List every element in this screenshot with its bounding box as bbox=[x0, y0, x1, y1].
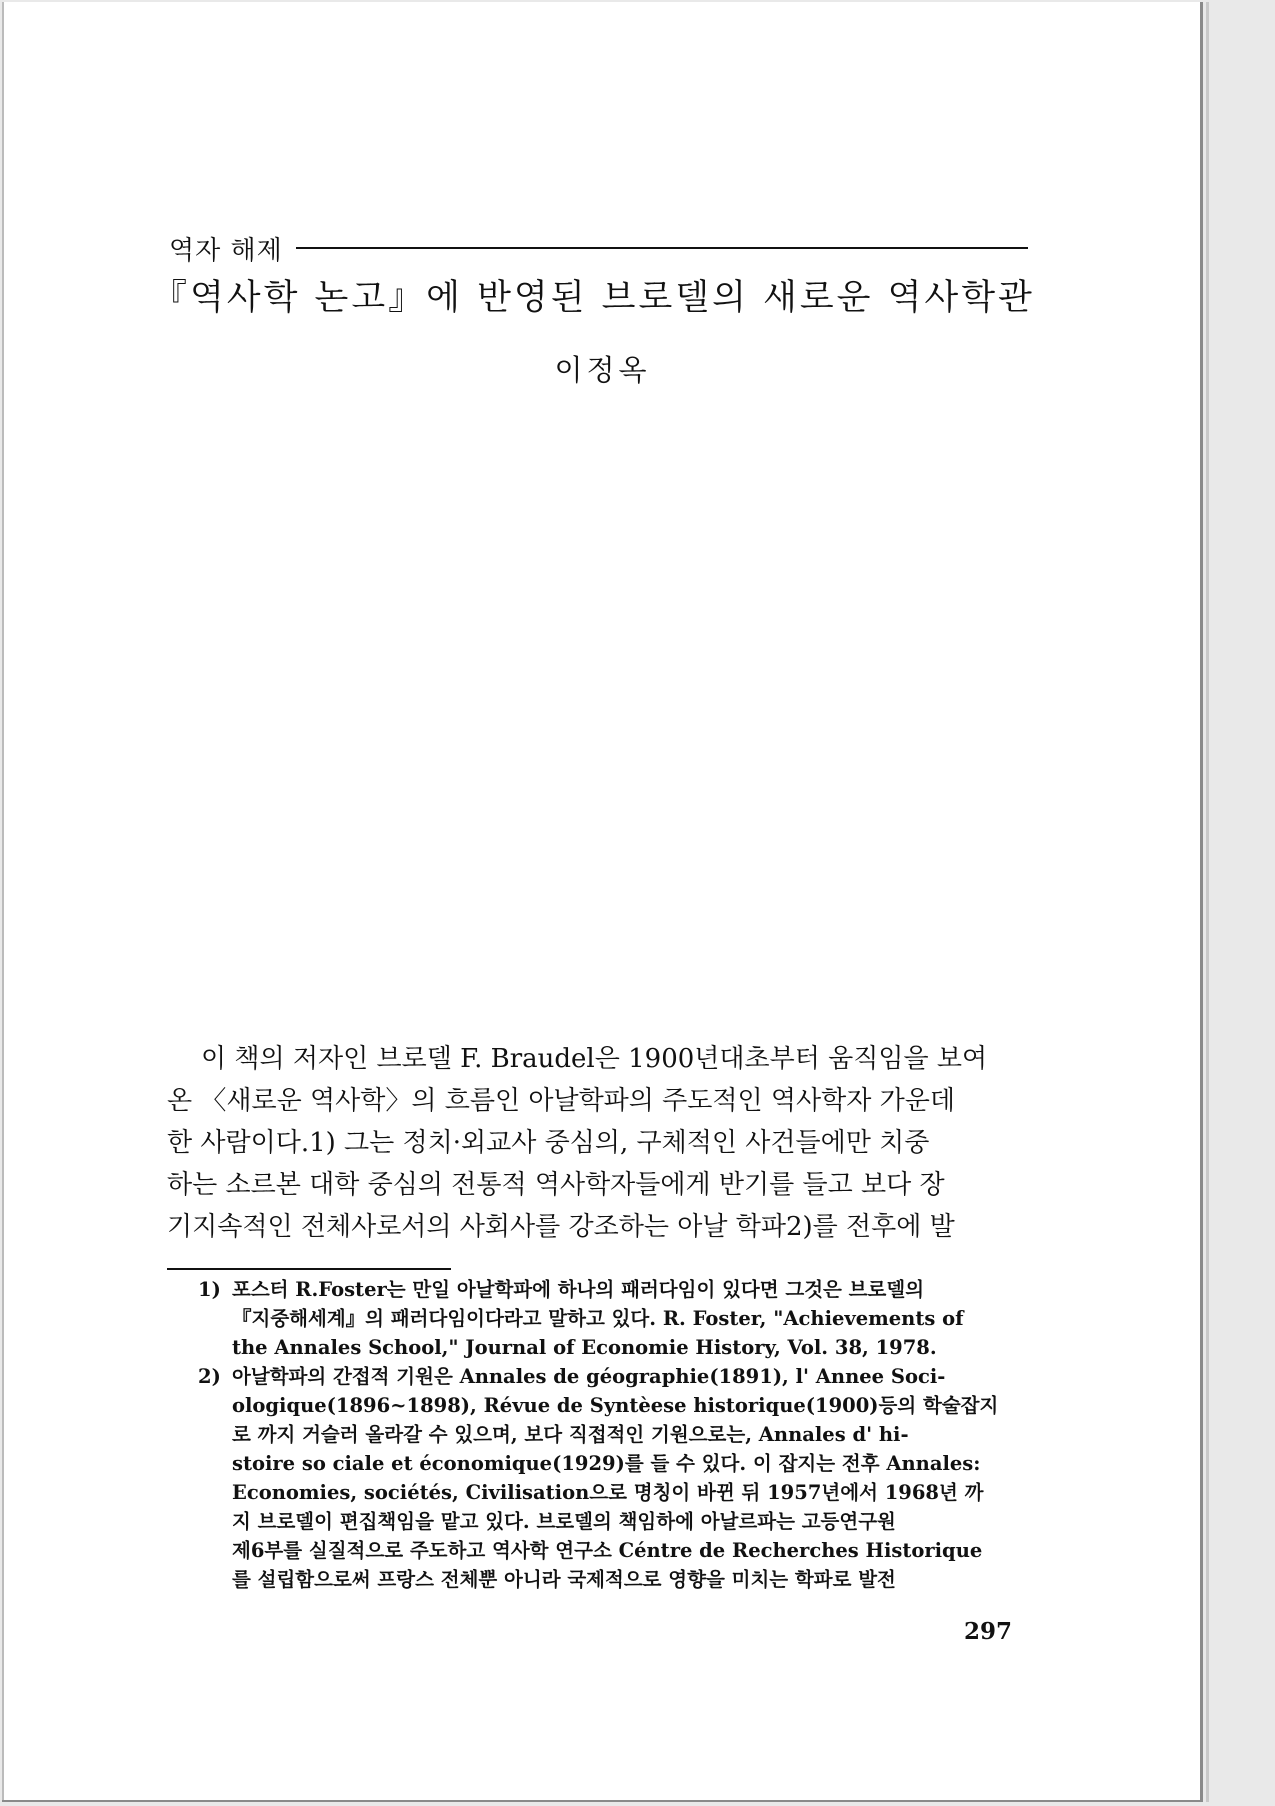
footnote-divider bbox=[167, 1268, 451, 1270]
body-line: 온 〈새로운 역사학〉의 흐름인 아날학파의 주도적인 역사학자 가운데 bbox=[167, 1086, 955, 1116]
footnote-number: 1) bbox=[198, 1278, 221, 1301]
body-paragraph bbox=[167, 1038, 1033, 1248]
footnotes bbox=[198, 1275, 1038, 1594]
footnote-number: 2) bbox=[198, 1365, 221, 1388]
footnote-line: 포스터 R.Foster는 만일 아날학파에 하나의 패러다임이 있다면 그것은 브로델의 bbox=[232, 1278, 925, 1301]
footnote-line: 제6부를 실질적으로 주도하고 역사학 연구소 Céntre de Recherches Historique bbox=[232, 1539, 983, 1562]
body-line: 하는 소르본 대학 중심의 전통적 역사학자들에게 반기를 들고 보다 장 bbox=[167, 1170, 945, 1200]
article-title: 『역사학 논고』에 반영된 브로델의 새로운 역사학관 bbox=[152, 278, 1035, 318]
footnote-line: 지 브로델이 편집책임을 맡고 있다. 브로델의 책임하에 아날르파는 고등연구원 bbox=[232, 1510, 896, 1533]
footnote-line: Economies, sociétés, Civilisation으로 명칭이 바뀐 뒤 1957년에서 1968년 까 bbox=[232, 1481, 984, 1504]
footnote-line: 아날학파의 간접적 기원은 Annales de géographie(1891), l' Annee Soci- bbox=[232, 1365, 946, 1388]
footnote-line: 『지중해세계』의 패러다임이다라고 말하고 있다. R. Foster, "Achievements of bbox=[232, 1307, 964, 1330]
body-line: 이 책의 저자인 브로델 F. Braudel은 1900년대초부터 움직임을 보여 bbox=[201, 1044, 988, 1074]
body-line: 기지속적인 전체사로서의 사회사를 강조하는 아날 학파2)를 전후에 발 bbox=[167, 1212, 955, 1242]
footnote-1 bbox=[198, 1275, 1038, 1362]
footnote-line: the Annales School," Journal of Economie History, Vol. 38, 1978. bbox=[232, 1336, 937, 1359]
section-rule bbox=[296, 247, 1028, 249]
body-line: 한 사람이다.1) 그는 정치·외교사 중심의, 구체적인 사건들에만 치중 bbox=[167, 1128, 930, 1158]
footnote-line: ologique(1896~1898), Révue de Syntèese historique(1900)등의 학술잡지 bbox=[232, 1394, 999, 1417]
page-edge bbox=[1206, 2, 1209, 1802]
footnote-line: 를 설립함으로써 프랑스 전체뿐 아니라 국제적으로 영향을 미치는 학파로 발전 bbox=[232, 1568, 896, 1591]
section-label: 역자 해제 bbox=[169, 236, 283, 266]
document-page bbox=[2, 2, 1203, 1802]
author-name: 이정옥 bbox=[554, 353, 651, 387]
footnote-2 bbox=[198, 1362, 1038, 1594]
footnote-line: stoire so ciale et économique(1929)를 들 수 있다. 이 잡지는 전후 Annales: bbox=[232, 1452, 981, 1475]
page-number: 297 bbox=[964, 1618, 1013, 1645]
footnote-line: 로 까지 거슬러 올라갈 수 있으며, 보다 직접적인 기원으로는, Annales d' hi- bbox=[232, 1423, 909, 1446]
